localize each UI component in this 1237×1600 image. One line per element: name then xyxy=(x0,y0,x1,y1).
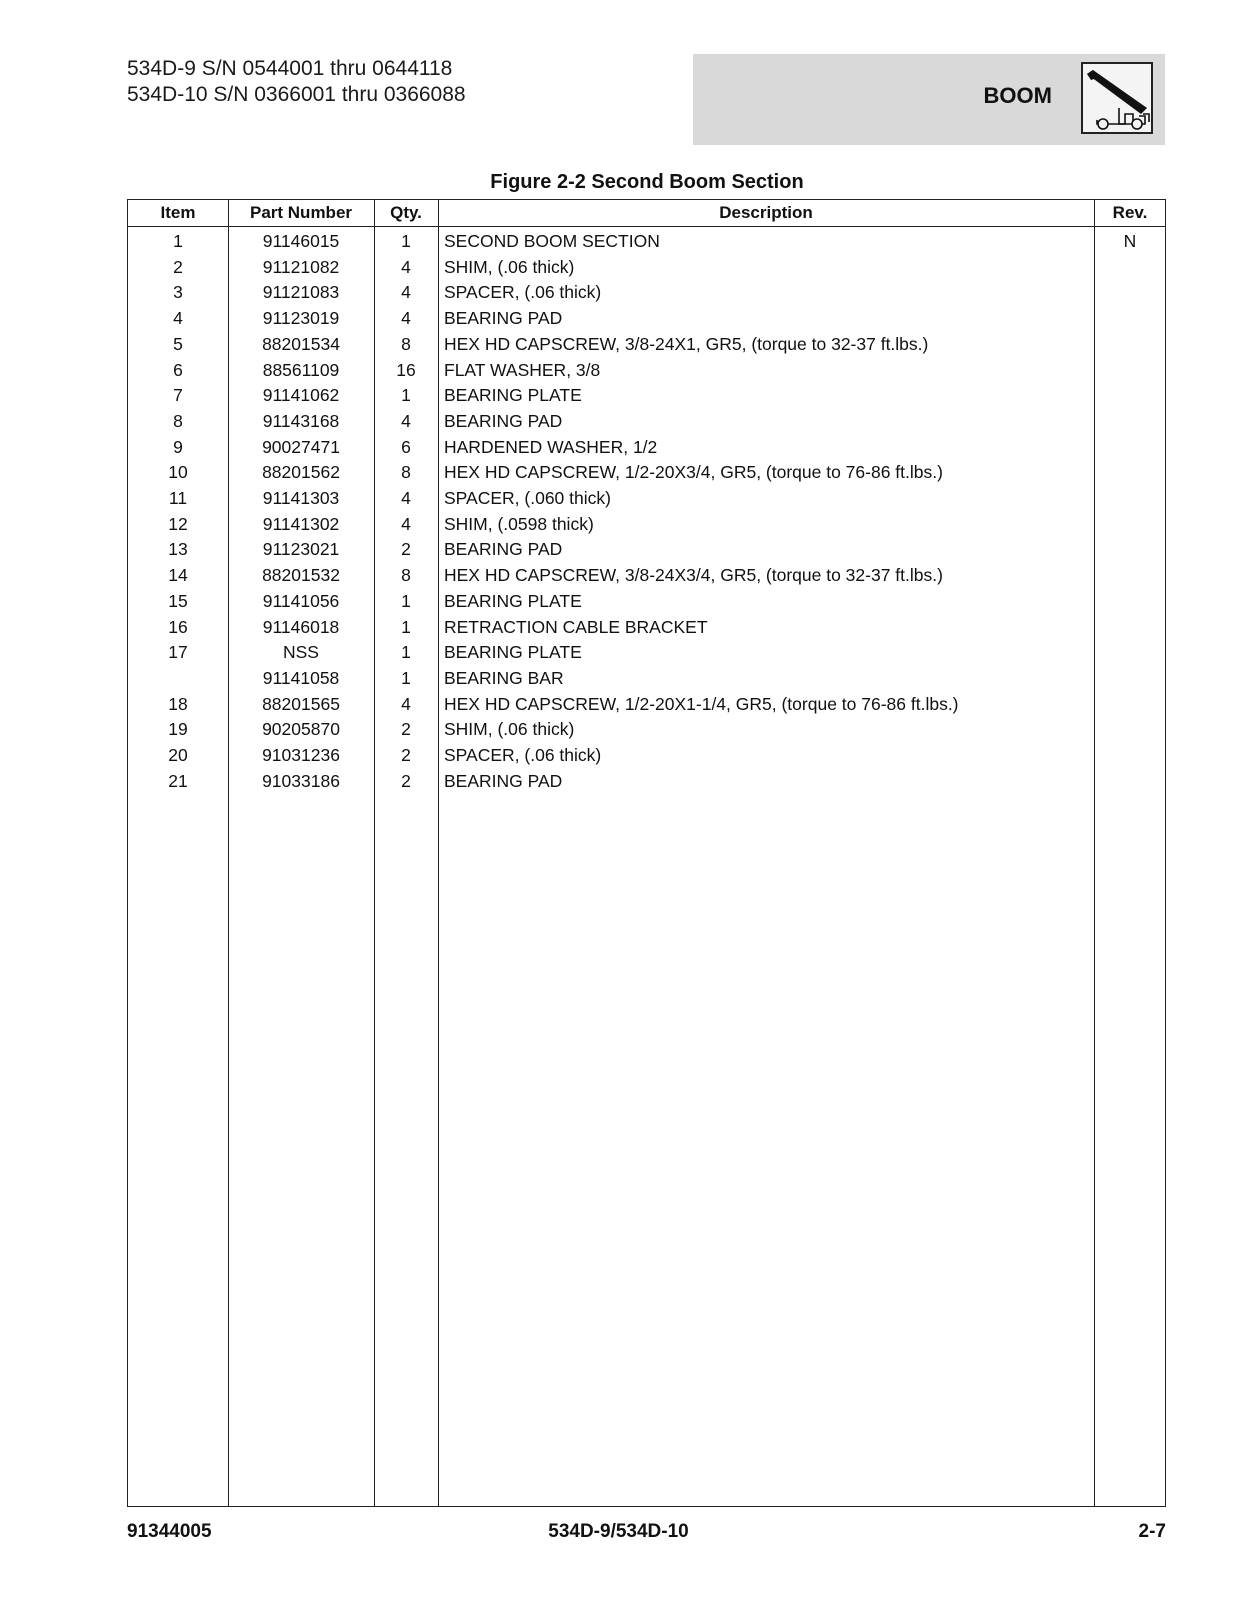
table-row xyxy=(128,614,1165,640)
quantity-cell: 1 xyxy=(401,590,411,611)
quantity-cell: 6 xyxy=(401,436,411,457)
item-number-cell: 12 xyxy=(168,513,188,534)
column-header-description: Description xyxy=(719,203,813,222)
part-number-cell: 91031236 xyxy=(262,745,340,765)
table-row xyxy=(128,408,1165,434)
item-number-cell: 9 xyxy=(173,436,183,457)
quantity-cell: 2 xyxy=(401,745,411,765)
part-number-cell: 91123021 xyxy=(262,539,340,560)
revision-cell: N xyxy=(1123,231,1137,251)
table-row xyxy=(128,485,1165,511)
item-number-cell: 1 xyxy=(173,231,183,251)
table-row xyxy=(128,562,1165,588)
description-cell: HEX HD CAPSCREW, 3/8-24X1, GR5, (torque to 32-37 ft.lbs.) xyxy=(444,333,929,354)
quantity-cell: 2 xyxy=(401,770,411,791)
description-cell: SHIM, (.0598 thick) xyxy=(444,513,594,534)
part-number-cell: 91123019 xyxy=(262,308,340,329)
table-row xyxy=(128,639,1165,665)
part-number-cell: 91141302 xyxy=(262,513,340,534)
quantity-cell: 4 xyxy=(401,410,411,431)
table-row xyxy=(128,536,1165,562)
item-number-cell: 3 xyxy=(173,282,183,303)
item-number-cell: 11 xyxy=(168,488,188,508)
item-number-cell: 8 xyxy=(173,410,183,431)
table-row xyxy=(128,588,1165,614)
description-cell: SHIM, (.06 thick) xyxy=(444,719,575,740)
table-row xyxy=(128,511,1165,537)
part-number-cell: 91143168 xyxy=(262,410,340,431)
page-number: 2-7 xyxy=(1138,1521,1166,1542)
description-cell: BEARING PLATE xyxy=(444,385,582,406)
table-row xyxy=(128,279,1165,305)
figure-title: Figure 2-2 Second Boom Section xyxy=(490,171,804,193)
table-row xyxy=(128,691,1165,717)
part-number-cell: 90205870 xyxy=(262,719,340,740)
quantity-cell: 1 xyxy=(401,616,411,637)
item-number-cell: 21 xyxy=(168,770,188,791)
quantity-cell: 1 xyxy=(401,385,411,406)
item-number-cell: 10 xyxy=(168,462,188,483)
part-number-cell: 91141303 xyxy=(262,488,340,508)
item-number-cell: 17 xyxy=(168,642,188,663)
quantity-cell: 2 xyxy=(401,539,411,560)
quantity-cell: 4 xyxy=(401,488,411,508)
quantity-cell: 2 xyxy=(401,719,411,740)
item-number-cell: 19 xyxy=(168,719,188,740)
model-label: 534D-9/534D-10 xyxy=(548,1521,689,1542)
part-number-cell: 91141058 xyxy=(262,667,340,688)
column-header-item: Item xyxy=(160,203,196,222)
column-header-part-number: Part Number xyxy=(249,203,353,222)
section-label: BOOM xyxy=(983,83,1052,108)
table-row xyxy=(128,434,1165,460)
document-number: 91344005 xyxy=(127,1521,212,1542)
description-cell: BEARING PAD xyxy=(444,410,563,431)
quantity-cell: 1 xyxy=(401,667,411,688)
quantity-cell: 4 xyxy=(401,282,411,303)
part-number-cell: 88201532 xyxy=(262,565,340,586)
quantity-cell: 4 xyxy=(401,693,411,714)
part-number-cell: 91121083 xyxy=(262,282,340,303)
telehandler-boom-icon xyxy=(1081,62,1153,134)
description-cell: BEARING PAD xyxy=(444,308,563,329)
quantity-cell: 4 xyxy=(401,308,411,329)
item-number-cell: 16 xyxy=(168,616,188,637)
description-cell: HEX HD CAPSCREW, 1/2-20X1-1/4, GR5, (torque to 76-86 ft.lbs.) xyxy=(444,693,959,714)
part-number-cell: 88561109 xyxy=(262,359,340,380)
table-row xyxy=(128,228,1165,254)
quantity-cell: 4 xyxy=(401,513,411,534)
table-row xyxy=(128,716,1165,742)
item-number-cell: 7 xyxy=(173,385,183,406)
serial-range-534d-10: 534D-10 S/N 0366001 thru 0366088 xyxy=(127,83,466,106)
table-row xyxy=(128,742,1165,768)
item-number-cell: 20 xyxy=(168,745,188,765)
part-number-cell: 91141062 xyxy=(262,385,340,406)
item-number-cell: 18 xyxy=(168,693,188,714)
part-number-cell: 88201534 xyxy=(262,333,340,354)
description-cell: FLAT WASHER, 3/8 xyxy=(444,359,601,380)
quantity-cell: 4 xyxy=(401,256,411,277)
part-number-cell: 91141056 xyxy=(262,590,340,611)
table-row xyxy=(128,665,1165,691)
description-cell: SECOND BOOM SECTION xyxy=(444,231,660,251)
item-number-cell: 14 xyxy=(168,565,188,586)
description-cell: HEX HD CAPSCREW, 3/8-24X3/4, GR5, (torque to 32-37 ft.lbs.) xyxy=(444,565,943,586)
description-cell: BEARING PLATE xyxy=(444,642,582,663)
description-cell: HARDENED WASHER, 1/2 xyxy=(444,436,658,457)
item-number-cell: 6 xyxy=(173,359,183,380)
description-cell: RETRACTION CABLE BRACKET xyxy=(444,616,708,637)
part-number-cell: 91033186 xyxy=(262,770,340,791)
part-number-cell: 91146015 xyxy=(262,231,340,251)
description-cell: BEARING BAR xyxy=(444,667,564,688)
description-cell: SPACER, (.060 thick) xyxy=(444,488,611,508)
serial-range-534d-9: 534D-9 S/N 0544001 thru 0644118 xyxy=(127,57,453,80)
column-header-qty: Qty. xyxy=(390,203,422,222)
item-number-cell: 4 xyxy=(173,308,183,329)
item-number-cell: 2 xyxy=(173,256,183,277)
description-cell: BEARING PAD xyxy=(444,539,563,560)
description-cell: BEARING PLATE xyxy=(444,590,582,611)
header-divider xyxy=(128,226,1165,227)
quantity-cell: 8 xyxy=(401,333,411,354)
quantity-cell: 1 xyxy=(401,231,411,251)
quantity-cell: 8 xyxy=(401,565,411,586)
item-number-cell: 15 xyxy=(168,590,188,611)
table-row xyxy=(128,305,1165,331)
table-row xyxy=(128,331,1165,357)
section-tab xyxy=(693,54,1165,145)
quantity-cell: 1 xyxy=(401,642,411,663)
description-cell: SPACER, (.06 thick) xyxy=(444,282,602,303)
part-number-cell: 91146018 xyxy=(262,616,340,637)
part-number-cell: 90027471 xyxy=(262,436,340,457)
item-number-cell: 13 xyxy=(168,539,188,560)
table-row xyxy=(128,768,1165,794)
quantity-cell: 8 xyxy=(401,462,411,483)
parts-table xyxy=(127,199,1166,1507)
part-number-cell: NSS xyxy=(283,642,319,663)
table-row xyxy=(128,254,1165,280)
description-cell: SPACER, (.06 thick) xyxy=(444,745,602,765)
part-number-cell: 88201562 xyxy=(262,462,340,483)
description-cell: SHIM, (.06 thick) xyxy=(444,256,575,277)
item-number-cell: 5 xyxy=(173,333,183,354)
part-number-cell: 91121082 xyxy=(262,256,340,277)
part-number-cell: 88201565 xyxy=(262,693,340,714)
description-cell: HEX HD CAPSCREW, 1/2-20X3/4, GR5, (torque to 76-86 ft.lbs.) xyxy=(444,462,943,483)
table-row xyxy=(128,357,1165,383)
column-header-rev: Rev. xyxy=(1112,203,1148,222)
table-row xyxy=(128,459,1165,485)
table-row xyxy=(128,382,1165,408)
quantity-cell: 16 xyxy=(396,359,416,380)
description-cell: BEARING PAD xyxy=(444,770,563,791)
